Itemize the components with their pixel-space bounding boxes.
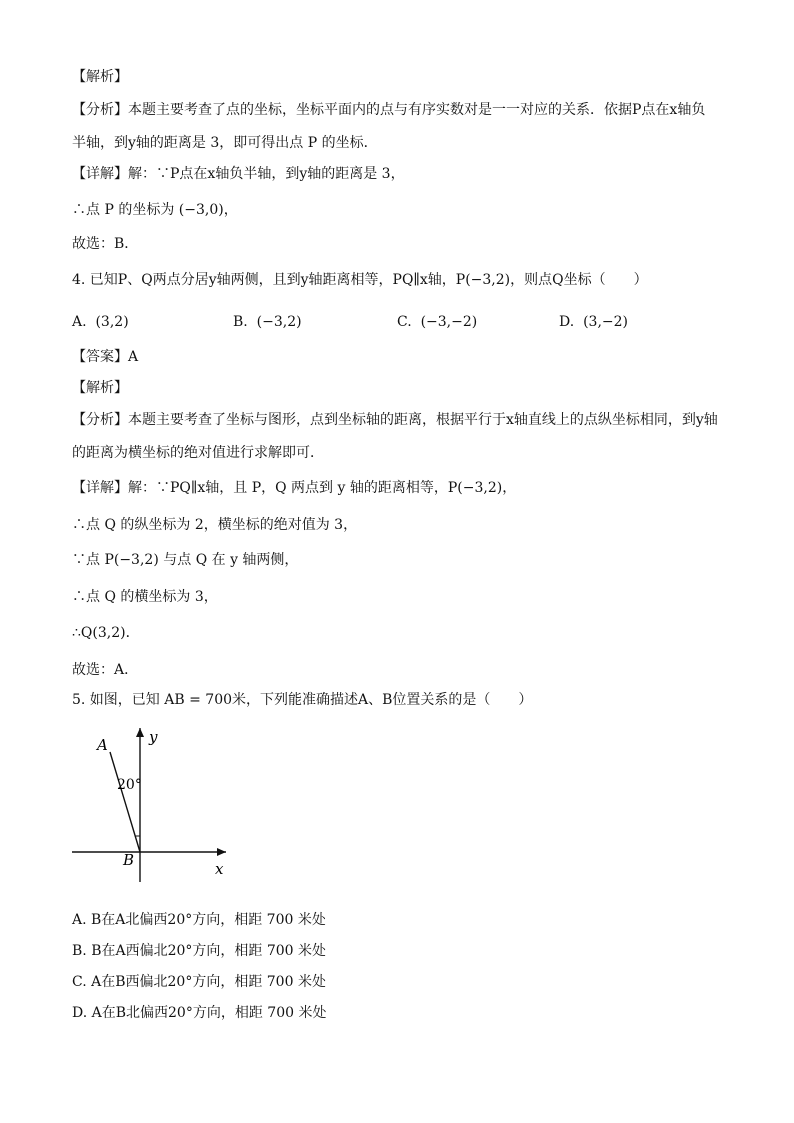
option-text: (−3,2) <box>256 314 302 330</box>
analysis-text: 的距离为横坐标的绝对值进行求解即可． <box>72 445 324 461</box>
direction-figure <box>60 722 240 882</box>
label-b: B <box>123 851 135 869</box>
segment-ab <box>110 752 140 852</box>
option-c <box>397 312 477 332</box>
detail-text: ∴点 P 的坐标为 (−3,0)， <box>72 202 238 218</box>
detail-text: ∴点 Q 的横坐标为 3， <box>72 589 218 605</box>
option-d <box>559 312 628 332</box>
detail-text: 【详解】解：∵P点在x轴负半轴，到y轴的距离是 3， <box>72 166 405 182</box>
option-letter: D. <box>559 314 575 330</box>
option-a <box>72 312 129 332</box>
option-letter: C. <box>397 314 412 330</box>
label-y: y <box>149 728 158 746</box>
angle-label: 20° <box>117 777 142 793</box>
option-b <box>233 312 302 332</box>
detail-text: ∵点 P(−3,2) 与点 Q 在 y 轴两侧， <box>72 552 299 568</box>
question-stem: 4. 已知P、Q两点分居y轴两侧，且到y轴距离相等，PQ∥x轴，P(−3,2)，则点Q坐标（ ） <box>72 272 648 288</box>
choice-text: 故选：B． <box>72 236 139 252</box>
analysis-text: 【分析】本题主要考查了坐标与图形，点到坐标轴的距离，根据平行于x轴直线上的点纵坐标相同，到y轴 <box>72 412 718 428</box>
analysis-heading: 【解析】 <box>72 69 128 85</box>
detail-text: 【详解】解：∵PQ∥x轴，且 P，Q 两点到 y 轴的距离相等，P(−3,2)， <box>72 480 517 496</box>
option-c: C. A在B西偏北20°方向，相距 700 米处 <box>72 974 326 990</box>
analysis-heading: 【解析】 <box>72 380 128 396</box>
detail-text: ∴Q(3,2)． <box>72 625 140 641</box>
option-text: (3,−2) <box>583 314 629 330</box>
option-a: A. B在A北偏西20°方向，相距 700 米处 <box>72 912 326 928</box>
option-d: D. A在B北偏西20°方向，相距 700 米处 <box>72 1005 327 1021</box>
choice-text: 故选：A． <box>72 662 139 678</box>
label-x: x <box>215 860 224 878</box>
option-b: B. B在A西偏北20°方向，相距 700 米处 <box>72 943 327 959</box>
option-text: (3,2) <box>95 314 129 330</box>
question-stem: 5. 如图，已知 AB = 700米，下列能准确描述A、B位置关系的是（ ） <box>72 692 533 708</box>
analysis-text: 半轴，到y轴的距离是 3，即可得出点 P 的坐标． <box>72 135 378 151</box>
answer-text: 【答案】A <box>72 349 139 365</box>
option-letter: A. <box>72 314 87 330</box>
detail-text: ∴点 Q 的纵坐标为 2，横坐标的绝对值为 3， <box>72 517 358 533</box>
option-letter: B. <box>233 314 248 330</box>
label-a: A <box>97 736 108 754</box>
option-text: (−3,−2) <box>420 314 478 330</box>
analysis-text: 【分析】本题主要考查了点的坐标，坐标平面内的点与有序实数对是一一对应的关系．依据P点在x轴负 <box>72 102 706 118</box>
